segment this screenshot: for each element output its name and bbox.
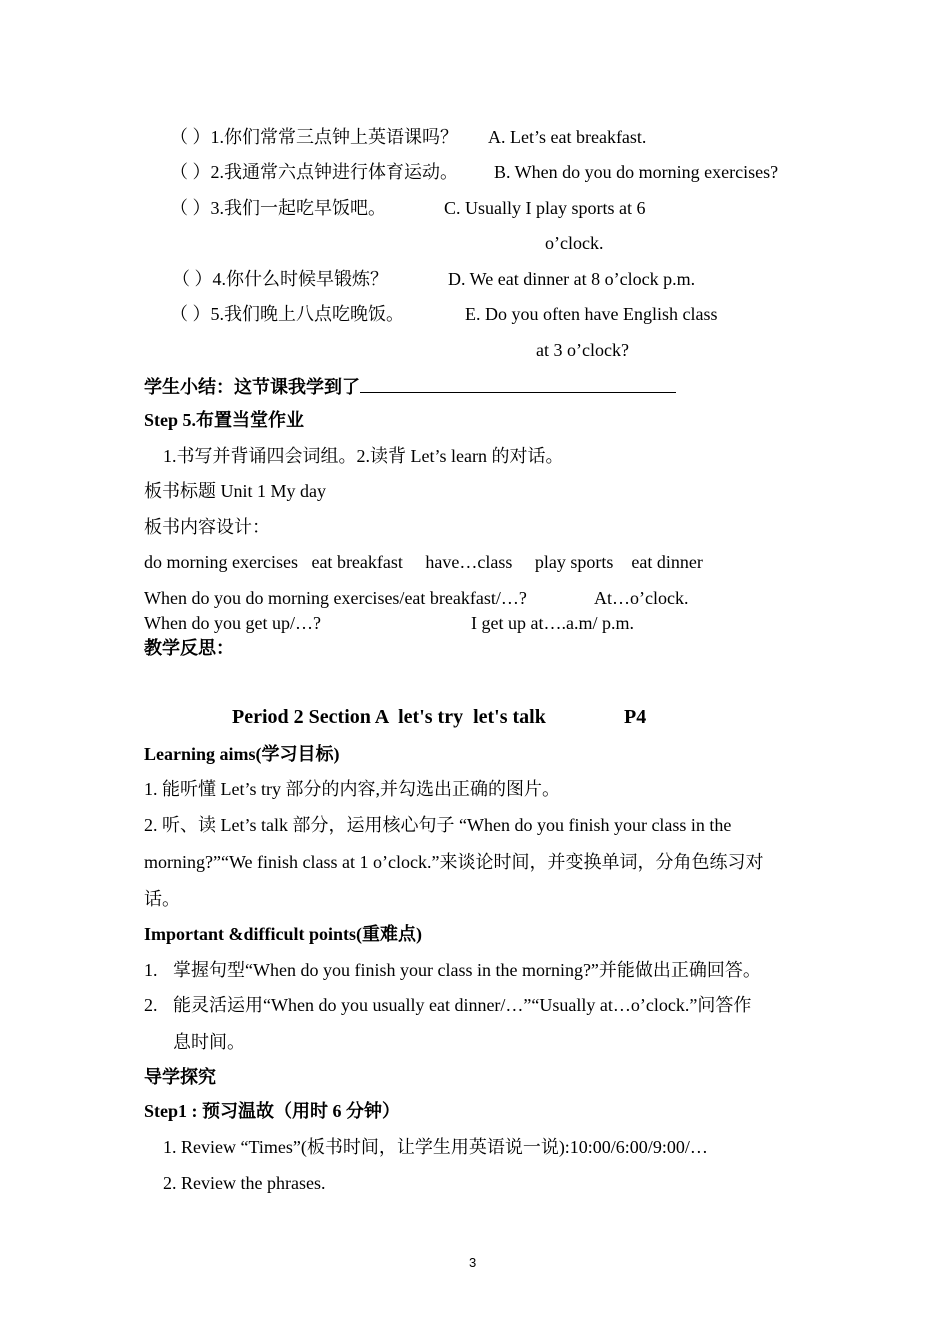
step5-heading: Step 5.布置当堂作业 bbox=[144, 410, 305, 430]
board-answer-1: At…o’clock. bbox=[594, 588, 689, 608]
match-question-5: （ ）5.我们晚上八点吃晚饭。 bbox=[170, 304, 404, 324]
match-answer-c-cont: o’clock. bbox=[545, 233, 604, 253]
aim-item-2-line-1: 2. 听、读 Let’s talk 部分，运用核心句子 “When do you finish your class in the bbox=[144, 815, 732, 835]
key-points-heading: Important &difficult points(重难点) bbox=[144, 924, 422, 944]
match-question-3: （ ）3.我们一起吃早饭吧。 bbox=[170, 198, 386, 218]
guide-heading: 导学探究 bbox=[144, 1067, 216, 1087]
match-answer-d: D. We eat dinner at 8 o’clock p.m. bbox=[448, 269, 696, 289]
page-number: 3 bbox=[469, 1255, 477, 1270]
board-design-label: 板书内容设计： bbox=[144, 517, 270, 537]
board-answer-2: I get up at….a.m/ p.m. bbox=[471, 613, 634, 633]
period-page-ref: P4 bbox=[624, 706, 647, 728]
key-point-2-line-1: 能灵活运用“When do you usually eat dinner/…”“Usually at…o’clock.”问答作 bbox=[173, 995, 752, 1015]
student-summary: 学生小结：这节课我学到了 bbox=[144, 374, 676, 398]
review-item-1: 1. Review “Times”(板书时间，让学生用英语说一说):10:00/6:00/9:00/… bbox=[163, 1137, 708, 1157]
aim-item-2-line-3: 话。 bbox=[144, 889, 180, 909]
learning-aims-heading: Learning aims(学习目标) bbox=[144, 744, 340, 764]
match-answer-a: A. Let’s eat breakfast. bbox=[488, 127, 647, 147]
board-question-2: When do you get up/…? bbox=[144, 613, 321, 633]
key-point-2-line-2: 息时间。 bbox=[173, 1032, 245, 1052]
match-answer-b: B. When do you do morning exercises? bbox=[494, 162, 779, 182]
teaching-reflection: 教学反思： bbox=[144, 638, 234, 658]
match-question-1: （ ）1.你们常常三点钟上英语课吗？ bbox=[170, 127, 458, 147]
key-point-2-number: 2. bbox=[144, 995, 158, 1015]
review-item-2: 2. Review the phrases. bbox=[163, 1173, 326, 1193]
summary-blank-line bbox=[360, 374, 676, 393]
aim-item-2-line-2: morning?”“We finish class at 1 o’clock.”来谈论时间，并变换单词，分角色练习对 bbox=[144, 852, 764, 872]
period-title: Period 2 Section A let's try let's talk bbox=[232, 706, 546, 728]
key-point-1: 掌握句型“When do you finish your class in the morning?”并能做出正确回答。 bbox=[173, 960, 761, 980]
match-answer-c: C. Usually I play sports at 6 bbox=[444, 198, 646, 218]
key-point-1-number: 1. bbox=[144, 960, 158, 980]
match-answer-e: E. Do you often have English class bbox=[465, 304, 718, 324]
board-question-1: When do you do morning exercises/eat breakfast/…? bbox=[144, 588, 527, 608]
match-question-4: （ ）4.你什么时候早锻炼？ bbox=[172, 269, 388, 289]
board-title: 板书标题 Unit 1 My day bbox=[144, 481, 326, 501]
match-answer-e-cont: at 3 o’clock? bbox=[536, 340, 629, 360]
match-question-2: （ ）2.我通常六点钟进行体育运动。 bbox=[170, 162, 458, 182]
step1-heading: Step1 : 预习温故（用时 6 分钟） bbox=[144, 1101, 400, 1121]
step5-text: 1.书写并背诵四会词组。2.读背 Let’s learn 的对话。 bbox=[163, 446, 564, 466]
board-phrases: do morning exercises eat breakfast have…class play sports eat dinner bbox=[144, 552, 703, 572]
aim-item-1: 1. 能听懂 Let’s try 部分的内容,并勾选出正确的图片。 bbox=[144, 779, 560, 799]
